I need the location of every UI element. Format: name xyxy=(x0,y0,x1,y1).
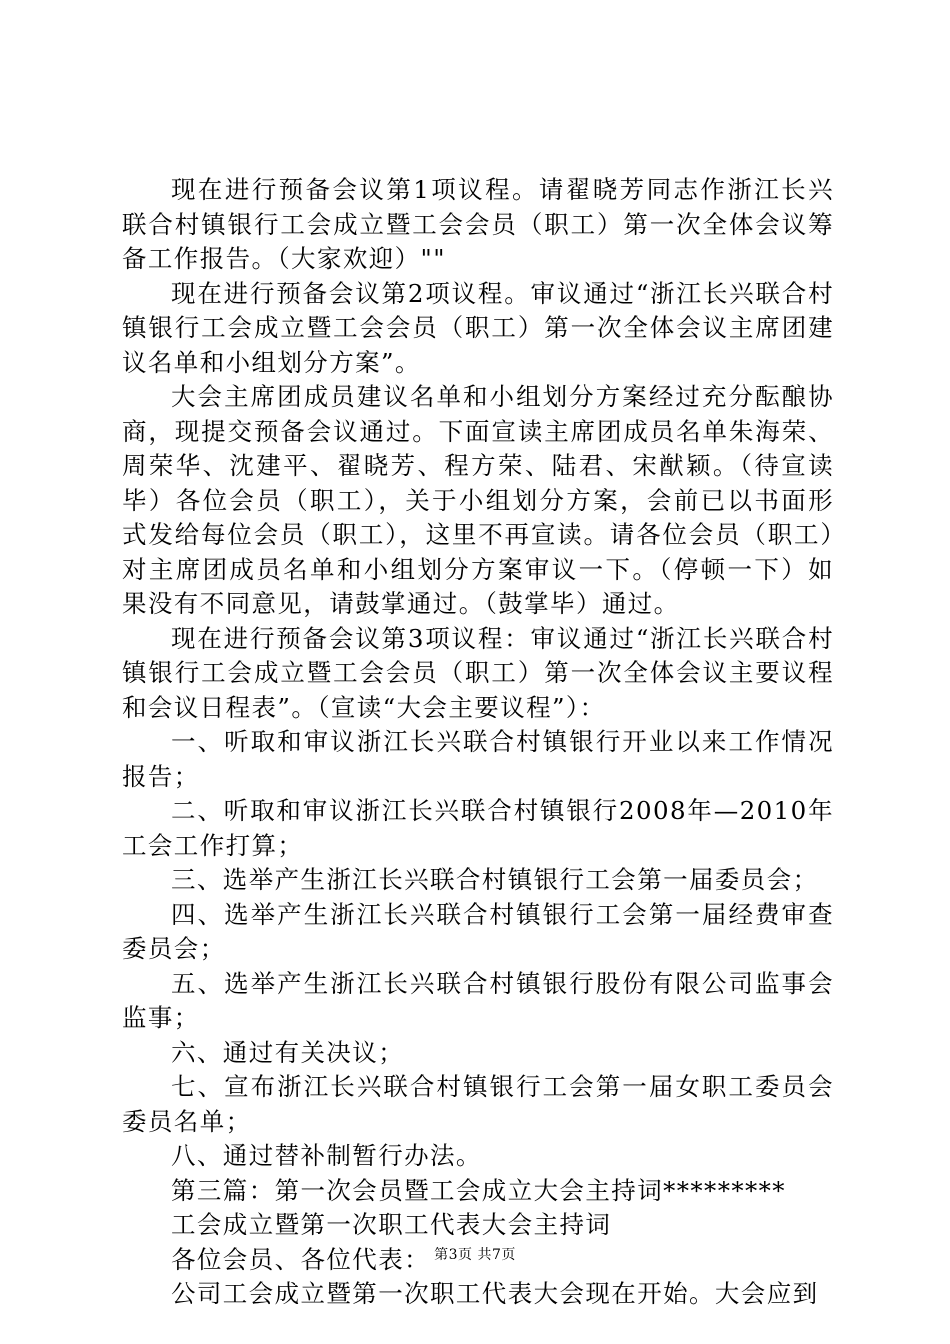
speech-title: 工会成立暨第一次职工代表大会主持词 xyxy=(171,1210,612,1239)
document-body xyxy=(122,173,834,1312)
agenda-item: 六、通过有关决议； xyxy=(171,1037,405,1067)
page-footer: 第3页 共7页 xyxy=(434,1247,516,1263)
section-heading: 第三篇：第一次会员暨工会成立大会主持词********* xyxy=(171,1175,786,1205)
agenda-item: 八、通过替补制暂行办法。 xyxy=(171,1141,482,1170)
paragraph: 大会主席团成员建议名单和小组划分方案经过充分酝酿协商，现提交预备会议通过。下面宣读主席团成员名单朱海荣、周荣华、沈建平、翟晓芳、程方荣、陆君、宋猷颖。（待宣读毕）各位会员（职工），关于小组划分方案，会前已以书面形式发给每位会员（职工），这里不再宣读。请各位会员（职工）对主席团成员名单和小组划分方案审议一下。（停顿一下）如果没有不同意见，请鼓掌通过。（鼓掌毕）通过。 xyxy=(122,382,834,618)
paragraph: 公司工会成立暨第一次职工代表大会现在开始。大会应到 xyxy=(171,1279,819,1308)
agenda-item: 五、选举产生浙江长兴联合村镇银行股份有限公司监事会监事； xyxy=(122,968,834,1032)
paragraph: 现在进行预备会议第3项议程：审议通过“浙江长兴联合村镇银行工会成立暨工会会员（职工）第一次全体会议主要议程和会议日程表”。（宣读“大会主要议程”）： xyxy=(122,623,834,722)
agenda-item: 七、宣布浙江长兴联合村镇银行工会第一届女职工委员会委员名单； xyxy=(122,1072,834,1136)
agenda-item: 一、听取和审议浙江长兴联合村镇银行开业以来工作情况报告； xyxy=(122,727,834,791)
agenda-item: 四、选举产生浙江长兴联合村镇银行工会第一届经费审查委员会； xyxy=(122,899,834,963)
salutation: 各位会员、各位代表： xyxy=(171,1244,430,1274)
agenda-item: 三、选举产生浙江长兴联合村镇银行工会第一届委员会； xyxy=(171,865,819,894)
paragraph: 现在进行预备会议第2项议程。审议通过“浙江长兴联合村镇银行工会成立暨工会会员（职工）第一次全体会议主席团建议名单和小组划分方案”。 xyxy=(122,278,834,377)
agenda-item: 二、听取和审议浙江长兴联合村镇银行2008年—2010年工会工作打算； xyxy=(122,796,834,860)
paragraph: 现在进行预备会议第1项议程。请翟晓芳同志作浙江长兴联合村镇银行工会成立暨工会会员（职工）第一次全体会议筹备工作报告。（大家欢迎）"" xyxy=(122,175,834,273)
